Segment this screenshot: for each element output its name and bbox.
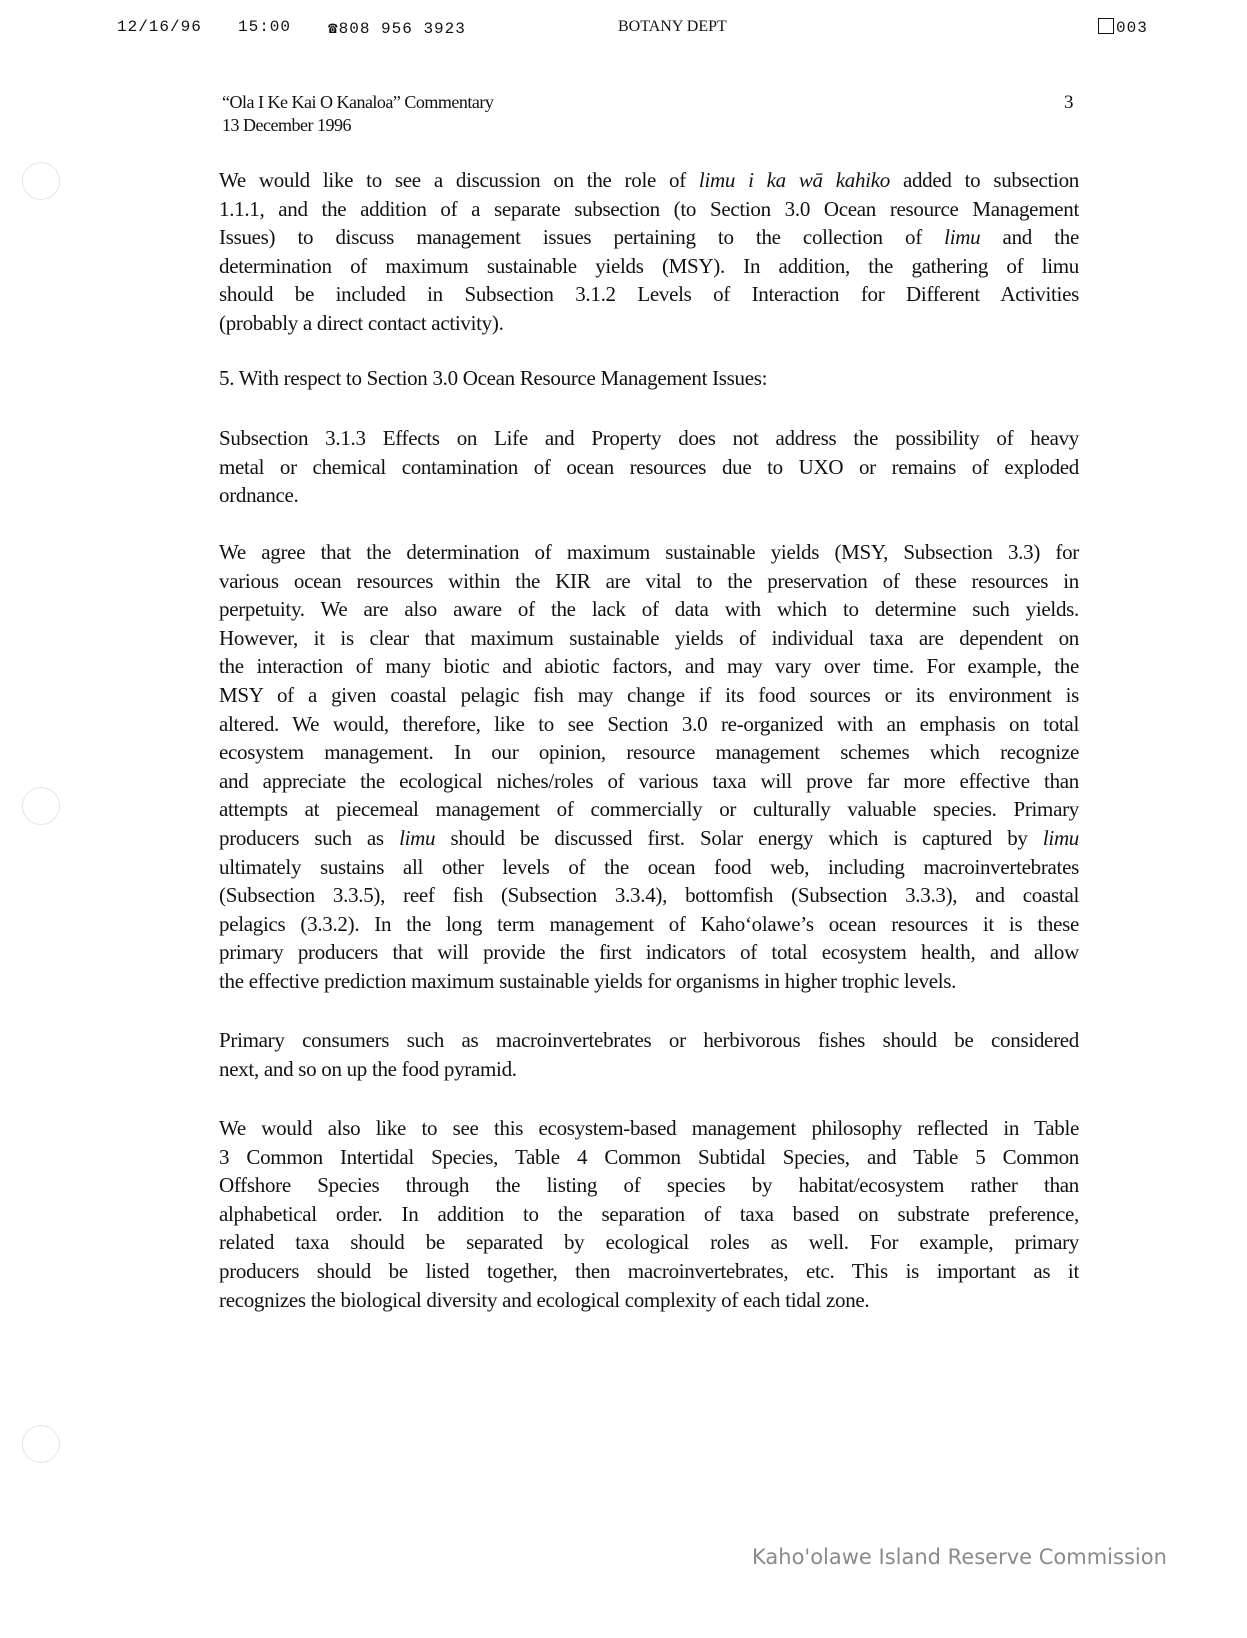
- text-segment: next, and so on up the food pyramid.: [219, 1056, 517, 1081]
- text-segment: perpetuity. We are also aware of the lack of data with which to determine such yields.: [219, 597, 1079, 622]
- text-segment: pelagics (3.3.2). In the long term management of Kaho‘olawe’s ocean resources it is these: [219, 911, 1079, 936]
- fax-time: 15:00: [238, 18, 292, 36]
- text-line: [219, 595, 1079, 624]
- text-segment: (probably a direct contact activity).: [219, 310, 504, 335]
- text-line: [219, 824, 1079, 853]
- text-segment: Issues) to discuss management issues pertaining to the collection of: [219, 225, 945, 250]
- text-line: [219, 910, 1079, 939]
- text-line: [219, 424, 1079, 453]
- italic-term: limu: [944, 225, 981, 250]
- binder-hole: [22, 162, 60, 200]
- text-line: [219, 1257, 1079, 1286]
- text-line: [219, 1286, 1079, 1315]
- paragraph: [219, 424, 1079, 510]
- text-line: [219, 1114, 1079, 1143]
- text-line: [219, 481, 1079, 510]
- text-segment: should be discussed first. Solar energy which is captured by: [435, 825, 1043, 850]
- fax-phone-number: 808 956 3923: [338, 20, 466, 38]
- text-segment: 1.1.1, and the addition of a separate subsection (to Section 3.0 Ocean resource Management: [219, 196, 1079, 221]
- text-segment: MSY of a given coastal pelagic fish may change if its food sources or its environment is: [219, 682, 1079, 707]
- text-segment: ultimately sustains all other levels of the ocean food web, including macroinvertebrates: [219, 854, 1079, 879]
- paragraph: [219, 1026, 1079, 1083]
- fax-sender: BOTANY DEPT: [618, 18, 727, 35]
- text-line: [219, 538, 1079, 567]
- text-segment: However, it is clear that maximum sustainable yields of individual taxa are dependent on: [219, 625, 1079, 650]
- binder-hole: [22, 787, 60, 825]
- text-segment: Offshore Species through the listing of species by habitat/ecosystem rather than: [219, 1173, 1079, 1198]
- text-line: [219, 1200, 1079, 1229]
- text-line: [219, 853, 1079, 882]
- text-line: [219, 938, 1079, 967]
- text-segment: and the: [980, 225, 1080, 250]
- fax-page-count: [1098, 18, 1148, 37]
- text-line: [219, 624, 1079, 653]
- italic-term: limu: [399, 825, 436, 850]
- binder-hole: [22, 1425, 60, 1463]
- italic-term: limu i ka wā kahiko: [698, 168, 890, 192]
- text-segment: ordnance.: [219, 483, 299, 508]
- text-segment: determination of maximum sustainable yields (MSY). In addition, the gathering of limu: [219, 253, 1079, 278]
- text-line: [219, 1026, 1079, 1055]
- text-line: [219, 738, 1079, 767]
- text-segment: the effective prediction maximum sustainable yields for organisms in higher trophic levels.: [219, 968, 957, 993]
- watermark: Kaho'olawe Island Reserve Commission: [752, 1545, 1167, 1569]
- text-segment: producers should be listed together, then macroinvertebrates, etc. This is important as it: [219, 1258, 1079, 1283]
- text-segment: should be included in Subsection 3.1.2 Levels of Interaction for Different Activities: [219, 282, 1079, 307]
- fax-page-number: 003: [1116, 19, 1148, 37]
- text-line: [219, 795, 1079, 824]
- text-line: [219, 309, 1079, 338]
- text-line: [219, 453, 1079, 482]
- text-segment: related taxa should be separated by ecological roles as well. For example, primary: [219, 1230, 1079, 1255]
- text-line: [219, 767, 1079, 796]
- fax-page-icon: [1098, 18, 1114, 34]
- text-segment: attempts at piecemeal management of commercially or culturally valuable species. Primary: [219, 797, 1079, 822]
- document-title: “Ola I Ke Kai O Kanaloa” Commentary: [222, 92, 494, 112]
- text-line: [219, 166, 1079, 195]
- paragraph: [219, 538, 1079, 996]
- text-line: [219, 1171, 1079, 1200]
- text-segment: recognizes the biological diversity and ecological complexity of each tidal zone.: [219, 1287, 870, 1312]
- italic-term: limu: [1042, 825, 1080, 850]
- text-segment: Primary consumers such as macroinvertebrates or herbivorous fishes should be considered: [219, 1028, 1079, 1052]
- text-line: [219, 223, 1079, 252]
- text-segment: various ocean resources within the KIR are vital to the preservation of these resources in: [219, 568, 1079, 593]
- text-segment: 5. With respect to Section 3.0 Ocean Resource Management Issues:: [219, 366, 768, 390]
- text-segment: ecosystem management. In our opinion, resource management schemes which recognize: [219, 740, 1079, 765]
- fax-phone: [328, 18, 466, 38]
- text-segment: producers such as: [219, 825, 400, 850]
- text-segment: and appreciate the ecological niches/roles of various taxa will prove far more effective than: [219, 768, 1079, 793]
- paragraph: [219, 1114, 1079, 1314]
- text-line: [219, 652, 1079, 681]
- text-line: [219, 195, 1079, 224]
- text-segment: (Subsection 3.3.5), reef fish (Subsection 3.3.4), bottomfish (Subsection 3.3.3), and coastal: [219, 883, 1079, 908]
- text-segment: metal or chemical contamination of ocean resources due to UXO or remains of exploded: [219, 454, 1079, 479]
- text-segment: primary producers that will provide the first indicators of total ecosystem health, and allow: [219, 940, 1079, 965]
- text-line: [219, 567, 1079, 596]
- text-line: [219, 681, 1079, 710]
- text-line: [219, 710, 1079, 739]
- telephone-icon: ☎: [328, 20, 339, 38]
- paragraph: [219, 166, 1079, 338]
- text-segment: alphabetical order. In addition to the separation of taxa based on substrate preference,: [219, 1201, 1079, 1226]
- fax-date: 12/16/96: [117, 18, 202, 36]
- text-segment: We agree that the determination of maximum sustainable yields (MSY, Subsection 3.3) for: [219, 540, 1079, 564]
- text-segment: 3 Common Intertidal Species, Table 4 Common Subtidal Species, and Table 5 Common: [219, 1144, 1079, 1169]
- text-line: [219, 967, 1079, 996]
- text-line: [219, 280, 1079, 309]
- text-line: [219, 252, 1079, 281]
- paragraph: [219, 364, 1079, 393]
- page-number: 3: [1064, 92, 1074, 113]
- text-line: [219, 1143, 1079, 1172]
- text-segment: We would also like to see this ecosystem-based management philosophy reflected in Table: [219, 1116, 1079, 1140]
- text-segment: altered. We would, therefore, like to see Section 3.0 re-organized with an emphasis on total: [219, 711, 1079, 736]
- text-line: [219, 1055, 1079, 1084]
- text-segment: Subsection 3.1.3 Effects on Life and Property does not address the possibility of heavy: [219, 426, 1079, 450]
- text-line: [219, 1228, 1079, 1257]
- text-segment: the interaction of many biotic and abiotic factors, and may vary over time. For example, the: [219, 654, 1079, 679]
- document-date: 13 December 1996: [222, 115, 351, 135]
- text-segment: We would like to see a discussion on the role of: [219, 168, 699, 192]
- text-line: [219, 364, 1079, 393]
- text-segment: added to subsection: [889, 168, 1079, 192]
- text-line: [219, 881, 1079, 910]
